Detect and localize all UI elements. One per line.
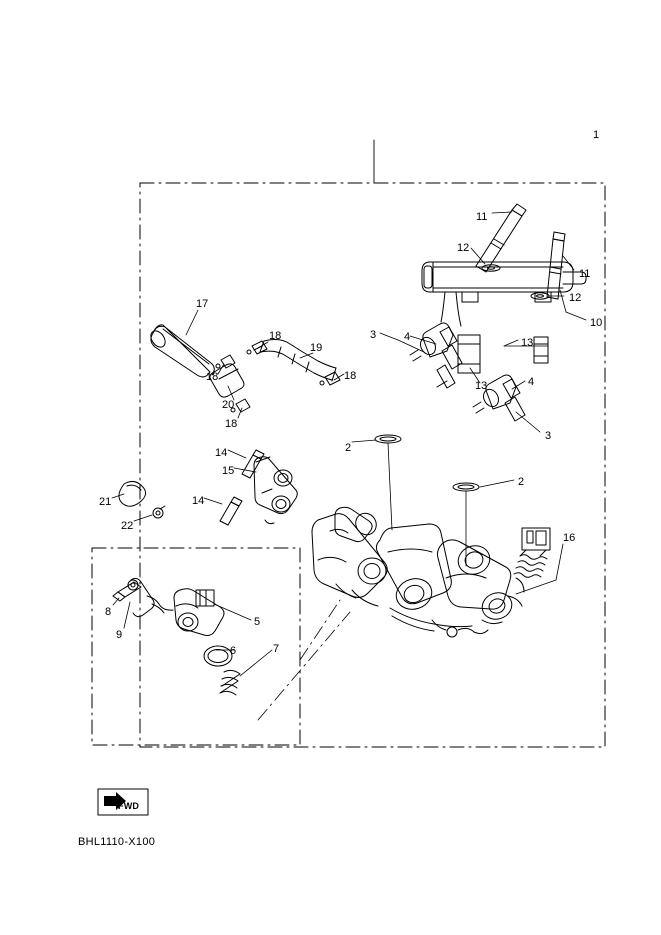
callout-14-a: 14 — [215, 447, 228, 459]
callout-9: 9 — [116, 629, 123, 641]
callout-4-a: 4 — [404, 331, 411, 343]
callout-18-d: 18 — [225, 418, 238, 430]
callout-22: 22 — [121, 520, 134, 532]
cap-21 — [119, 481, 146, 506]
callout-8: 8 — [105, 606, 112, 618]
clip-22 — [153, 506, 165, 518]
callout-2-b: 2 — [518, 476, 525, 488]
sensor-15 — [254, 457, 297, 524]
callout-16: 16 — [563, 532, 576, 544]
callout-10: 10 — [590, 317, 603, 329]
callout-12-a: 12 — [457, 242, 470, 254]
injector-upper — [410, 323, 462, 388]
clamp-18-a — [247, 341, 267, 354]
seal-13-a — [458, 335, 480, 373]
group-boundary-1 — [140, 183, 605, 747]
seal-13-b — [534, 337, 548, 363]
fwd-label: FWD — [118, 801, 140, 811]
callout-18-b: 18 — [206, 371, 219, 383]
spring-7 — [220, 670, 240, 695]
callout-18-c: 18 — [344, 370, 357, 382]
bolt-8 — [113, 582, 141, 601]
washer-12-a — [482, 265, 500, 271]
callout-11-a: 11 — [476, 211, 488, 223]
callout-21: 21 — [99, 496, 112, 508]
part-code-label: BHL1110-X100 — [78, 836, 156, 848]
callout-18-a: 18 — [269, 330, 282, 342]
hose-19 — [260, 340, 336, 381]
bolt-14-a — [242, 450, 264, 478]
clamp-18-b — [216, 355, 235, 368]
air-intake-tube-17 — [148, 325, 214, 377]
spring-kit-16 — [514, 528, 550, 577]
callout-3-a: 3 — [370, 329, 377, 341]
callout-7: 7 — [273, 643, 280, 655]
callout-6: 6 — [230, 645, 237, 657]
bracket-9 — [128, 578, 173, 616]
oring-2-b — [453, 483, 479, 491]
callout-13-a: 13 — [521, 337, 534, 349]
oring-2-a — [375, 435, 401, 443]
callout-11-b: 11 — [579, 268, 591, 280]
callout-2-a: 2 — [345, 442, 352, 454]
callout-3-b: 3 — [545, 430, 552, 442]
callout-13-b: 13 — [475, 380, 488, 392]
callout-19: 19 — [310, 342, 323, 354]
bolt-11-b — [547, 232, 565, 299]
callout-15: 15 — [222, 465, 235, 477]
bolt-14-b — [220, 497, 242, 525]
oring-6 — [204, 646, 232, 666]
callout-4-b: 4 — [528, 376, 535, 388]
throttle-body-assembly — [312, 507, 524, 637]
callout-20: 20 — [222, 399, 235, 411]
callout-1: 1 — [593, 129, 600, 141]
sensor-5 — [174, 589, 224, 636]
callout-5: 5 — [254, 616, 261, 628]
callout-17: 17 — [196, 298, 209, 310]
callout-12-b: 12 — [569, 292, 582, 304]
group-boundary-sub — [92, 548, 300, 745]
callout-14-b: 14 — [192, 495, 205, 507]
washer-12-b — [531, 293, 549, 299]
